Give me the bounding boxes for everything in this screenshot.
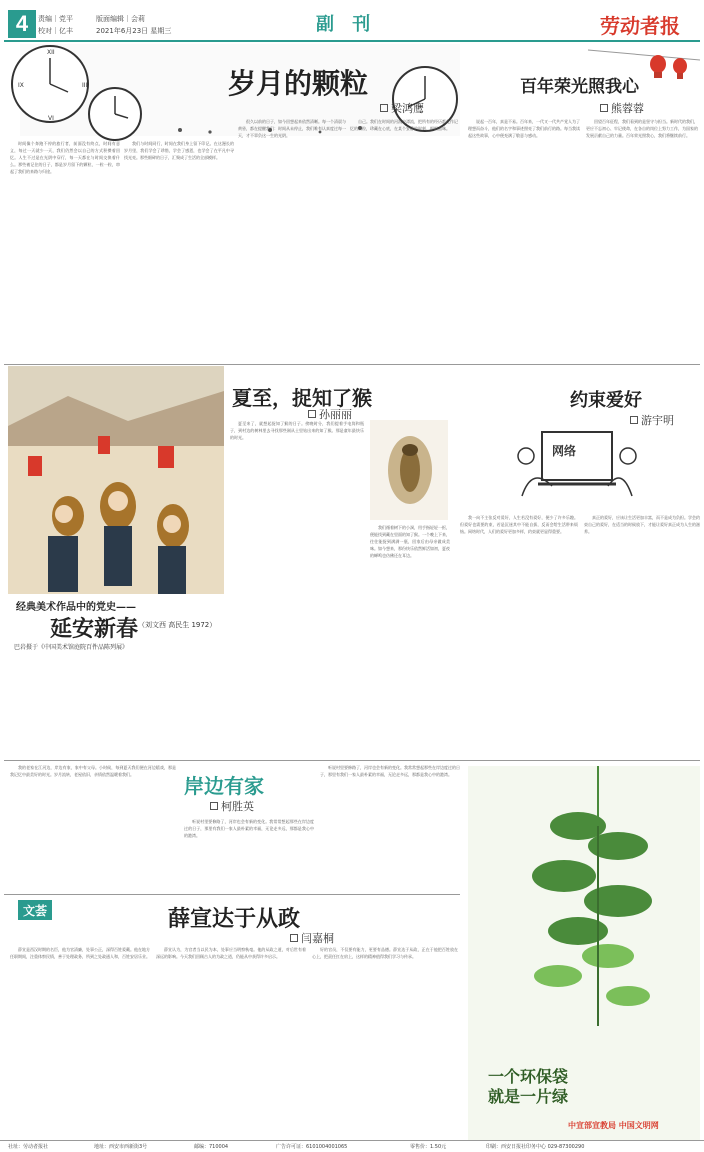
article2-col1: 说起一百年，真是不易。百年来，一代又一代共产党人为了理想而奋斗，他们的名字和事迹照亮了我们前行的路。每当我读起这些故事，心中便充满了敬意与感动。: [468, 119, 580, 138]
cicada-illustration: [370, 420, 448, 520]
editor-label: 责编｜党平: [38, 15, 73, 23]
article6-col2: 薛宣认为，为官者当以民为本，处事应当明察秋毫。他的从政之道，对后世有着深远的影响。今天我们回顾古人的为政之道，仍能从中获得许多启示。: [156, 947, 306, 959]
cartoon-label: 网络: [552, 444, 577, 458]
article6-col3: 好的官员，不仅要有能力，更要有品德。薛宣达于从政，正在于他把百姓放在心上，把责任扛在肩上，这样的精神值得我们学习与传承。: [312, 947, 458, 959]
painting-info: （刘文西 高民生 1972）: [138, 621, 217, 629]
article2-byline: [600, 100, 644, 116]
divider: [4, 894, 460, 895]
masthead: 劳动者报: [600, 14, 680, 38]
article2-col2: 回望百年征程，我们看到的是坚守与担当。新时代的我们，更应不忘初心、牢记使命，在各自的岗位上努力工作，为国家的发展贡献自己的力量。百年荣光照我心，我们将继续前行。: [586, 119, 698, 138]
article6-col1: 薛宣是西汉时期的名臣，他为官清廉，处事公正，深得百姓爱戴。他在地方任职期间，注重体察民情，善于处理政务，所到之处政通人和，百姓安居乐业。: [10, 947, 150, 959]
header-bar: [0, 0, 704, 44]
divider: [4, 760, 700, 761]
cartoon-illustration: [512, 426, 642, 506]
designer-label: 版面编辑｜会莉: [96, 15, 145, 23]
psa-line2: 就是一片绿: [488, 1087, 569, 1106]
footer-license: 广告许可证：6101004001065: [276, 1144, 348, 1150]
page-number: 4: [8, 10, 36, 38]
article2-author: 熊蓉蓉: [611, 102, 644, 115]
section-title: 副 刊: [316, 14, 377, 35]
article1-title: 岁月的颗粒: [228, 67, 369, 100]
article2-title: 百年荣光照我心: [520, 77, 639, 97]
proof-label: 校对｜亿丰: [38, 27, 73, 35]
byline-box-icon: [308, 410, 316, 418]
article5-author: 柯胜英: [221, 800, 254, 813]
article5-col1: 我的老家在江河边，岸边有家，家中有父母。小时候，每到夏天我们便在河边嬉戏，那是我记忆中最美好的时光。岁月流转，老屋依旧，亲情依然温暖着我们。: [10, 765, 176, 777]
article1-author: 梁鸿鹰: [391, 102, 424, 115]
painting-series: 经典美术作品中的党史——: [16, 602, 136, 613]
footer-address: 社址：劳动者报社: [8, 1144, 49, 1150]
article1-col1: 时间像个奔跑不停的旅行者，前面没有终点，时间有意义，每过一天就少一天，我们仍然会以自己的方式积攒着回忆。人生不过是在光阴中穿行，每一天都在与时间交换着什么。那些被记住的日子，都是岁月留下的颗粒，一粒一粒，串起了我们的来路与归途。: [10, 141, 120, 174]
article5-byline: [210, 798, 254, 814]
article4-col1: 我一向不主张反对爱好，人生若没有爱好，便少了许多乐趣。但爱好也需要约束，若是沉迷其中不能自拔，反而会给生活带来烦恼。网络时代，人们的爱好更加多样，约束就更显得重要。: [460, 515, 578, 534]
article3-author: 孙丽丽: [319, 408, 352, 421]
article4-title: 约束爱好: [570, 390, 642, 411]
article1-col3: 很久以前的日子，如今回想起来依然清晰。每一个清晨与黄昏，都在提醒我们：时间从未停止，我们唯有认真度过每一天，才不辜负这一生的光阴。: [238, 119, 346, 138]
footer-bar: [0, 1140, 704, 1152]
article5-title: 岸边有家: [184, 774, 264, 798]
svg-text:XII: XII: [47, 49, 55, 56]
svg-text:III: III: [82, 82, 88, 89]
article1-byline: [380, 100, 424, 116]
header-rule: [4, 40, 700, 42]
divider: [4, 364, 700, 365]
article4-author: 游宇明: [641, 414, 674, 427]
painting-title: 延安新春: [50, 616, 139, 642]
psa-footer: 中宣部宣教局 中国文明网: [568, 1121, 659, 1130]
svg-text:VI: VI: [48, 115, 54, 122]
article4-col2: 真正的爱好，应该让生活更加丰富，而不是成为负担。学会约束自己的爱好，在适当的时候放下，才能让爱好真正成为人生的滋养。: [584, 515, 700, 534]
article1-col4: 自己。我们在时间的河流中漂流，把所有的经历都化作记忆的颗粒，珍藏在心底，在某个安静的时刻，细细品味。: [350, 119, 458, 131]
article1-col2: 我们与时间同行，时间在我们身上留下印记。在这漫长的岁月里，我们学会了珍惜，学会了感恩，也学会了在平凡中寻找光亮。那些细碎的日子，汇聚成了生活的全部模样。: [124, 141, 234, 160]
svg-text:IX: IX: [18, 82, 24, 89]
article3-title: 夏至，捉知了猴: [232, 386, 372, 410]
painting-credit: 巴岩摄于《中国美术馆庭院百件品陈列展》: [14, 644, 129, 651]
footer-printer: 印刷：西安日报社印务中心 029-87300290: [486, 1144, 585, 1150]
byline-box-icon: [600, 104, 608, 112]
psa-line1: 一个环保袋: [488, 1067, 569, 1086]
footer-addr2: 地址：西安市西新街3号: [94, 1144, 148, 1150]
article5-col2: 听说村里要修路了，河岸也会有新的变化。我常常想起那些在岸边度过的日子，那里有我们一家人最朴素的幸福，无论走多远，那都是我心中的港湾。: [184, 819, 314, 838]
byline-box-icon: [630, 416, 638, 424]
byline-box-icon: [380, 104, 388, 112]
article6-byline: [290, 930, 334, 946]
article6-title: 薛宣达于从政: [168, 906, 301, 932]
byline-box-icon: [290, 934, 298, 942]
article3-col1: 夏至来了，就想起捉知了猴的日子。傍晚时分，我们提着手电筒和瓶子，到村边的树林里去寻找那些刚从土里钻出来的知了猴。那是童年最快乐的时光。: [230, 421, 364, 440]
article5-col3: 听说村里要修路了，河岸也会有新的变化。我常常想起那些在岸边度过的日子，那里有我们一家人最朴素的幸福，无论走多远，那都是我心中的港湾。: [320, 765, 460, 777]
psa-ad: [468, 766, 700, 1140]
date-label: 2021年6月23日 星期三: [96, 27, 172, 35]
article6-author: 闫嘉桐: [301, 932, 334, 945]
article6-tag: 文荟: [18, 900, 52, 920]
footer-zip: 邮编：710004: [194, 1144, 229, 1150]
article3-col2: 我们循着树下的小洞，用手指轻轻一抠，便能找到藏在里面的知了猴。一个晚上下来，往往能捉到满满一瓶，回家后由母亲做成美味。如今想来，那份快乐依然鲜活如初，夏夜的蝉鸣也仿佛还在耳边。: [370, 525, 450, 558]
byline-box-icon: [210, 802, 218, 810]
footer-price: 零售价：1.50元: [410, 1144, 447, 1150]
